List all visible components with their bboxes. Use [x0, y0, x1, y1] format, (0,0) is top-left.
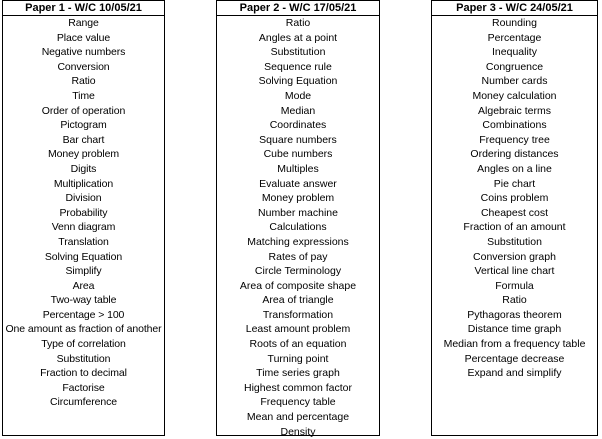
paper-1-header: Paper 1 - W/C 10/05/21: [3, 1, 164, 16]
topic-item: Density: [280, 425, 316, 438]
topic-item: Substitution: [487, 235, 542, 248]
topic-item: Type of correlation: [41, 338, 126, 351]
topic-item: Mode: [284, 89, 312, 102]
topic-item: Coordinates: [269, 119, 327, 132]
topic-item: Fraction to decimal: [40, 367, 127, 380]
topic-item: Conversion: [57, 60, 110, 73]
topic-item: Time: [72, 89, 95, 102]
topic-item: Translation: [58, 235, 109, 248]
topic-item: Pythagoras theorem: [467, 308, 562, 321]
topic-item: Square numbers: [259, 133, 337, 146]
topic-item: Median: [280, 104, 316, 117]
topic-item: Frequency tree: [479, 133, 550, 146]
topic-item: Cheapest cost: [480, 206, 549, 219]
topic-item: Mean and percentage: [246, 411, 350, 424]
topic-item: Expand and simplify: [467, 367, 562, 380]
topic-item: Circle Terminology: [254, 265, 342, 278]
topic-item: Ratio: [285, 17, 311, 29]
topic-item: Highest common factor: [244, 381, 352, 394]
topic-item: Algebraic terms: [478, 104, 551, 117]
topic-item: Number cards: [481, 75, 548, 88]
topic-item: Negative numbers: [41, 46, 126, 59]
topic-item: Multiples: [277, 162, 319, 175]
topic-item: Pie chart: [493, 177, 536, 190]
topic-item: Time series graph: [256, 367, 340, 380]
topic-item: Combinations: [482, 119, 547, 132]
topic-item: Angles on a line: [477, 162, 552, 175]
topic-item: Transformation: [262, 308, 334, 321]
paper-2-topic-list: [217, 16, 379, 439]
topic-item: Bar chart: [62, 133, 105, 146]
topic-item: Turning point: [267, 352, 329, 365]
topic-item: Solving Equation: [44, 250, 123, 263]
topic-item: Inequality: [492, 46, 537, 59]
topic-item: Two-way table: [50, 294, 117, 307]
topic-item: Venn diagram: [51, 221, 116, 234]
topic-item: Place value: [56, 31, 111, 44]
topic-item: Simplify: [65, 265, 102, 278]
topic-item: Roots of an equation: [249, 338, 347, 351]
topic-item: Money problem: [261, 192, 335, 205]
topic-item: Least amount problem: [245, 323, 351, 336]
topic-item: Circumference: [50, 396, 117, 409]
paper-3-topic-list: [432, 16, 597, 381]
topic-item: Range: [68, 17, 99, 29]
topic-item: Distance time graph: [467, 323, 562, 336]
topic-item: Formula: [495, 279, 534, 292]
topic-item: Calculations: [269, 221, 327, 234]
topic-item: Probability: [59, 206, 108, 219]
topic-item: Congruence: [485, 60, 544, 73]
topic-item: Rates of pay: [268, 250, 328, 263]
topic-item: Evaluate answer: [259, 177, 337, 190]
topic-item: Ratio: [502, 294, 527, 307]
topic-item: Ordering distances: [470, 148, 559, 161]
topic-item: Pictogram: [60, 119, 107, 132]
paper-1-topic-list: [3, 16, 164, 410]
topic-item: Digits: [70, 162, 97, 175]
topic-item: Division: [65, 192, 102, 205]
topic-item: Percentage: [487, 31, 542, 44]
topic-item: Sequence rule: [264, 60, 332, 73]
topic-item: Frequency table: [260, 396, 336, 409]
topic-item: Solving Equation: [258, 75, 338, 88]
topic-item: Order of operation: [41, 104, 126, 117]
topic-item: Money calculation: [472, 89, 557, 102]
topic-item: Area: [72, 279, 95, 292]
paper-1-column: [2, 0, 165, 436]
topic-item: One amount as fraction of another: [5, 323, 162, 336]
topic-item: Factorise: [62, 381, 105, 394]
paper-3-header: Paper 3 - W/C 24/05/21: [432, 1, 597, 16]
topic-item: Multiplication: [53, 177, 114, 190]
topic-item: Conversion graph: [473, 250, 556, 263]
topic-item: Substitution: [270, 46, 326, 59]
topic-item: Matching expressions: [247, 235, 349, 248]
topic-item: Fraction of an amount: [463, 221, 566, 234]
topic-item: Angles at a point: [258, 31, 338, 44]
topic-item: Number machine: [258, 206, 338, 219]
topic-item: Ratio: [71, 75, 96, 88]
topic-item: Area of composite shape: [239, 279, 357, 292]
topic-item: Rounding: [492, 17, 537, 29]
topic-item: Median from a frequency table: [443, 338, 586, 351]
topic-item: Percentage decrease: [464, 352, 565, 365]
topic-item: Area of triangle: [262, 294, 334, 307]
topic-item: Money problem: [47, 148, 120, 161]
topic-item: Vertical line chart: [474, 265, 555, 278]
topic-item: Substitution: [56, 352, 111, 365]
paper-2-header: Paper 2 - W/C 17/05/21: [217, 1, 379, 16]
topic-item: Cube numbers: [263, 148, 333, 161]
paper-3-column: [431, 0, 598, 436]
paper-2-column: [216, 0, 380, 436]
topic-item: Percentage > 100: [42, 308, 125, 321]
topic-item: Coins problem: [480, 192, 549, 205]
